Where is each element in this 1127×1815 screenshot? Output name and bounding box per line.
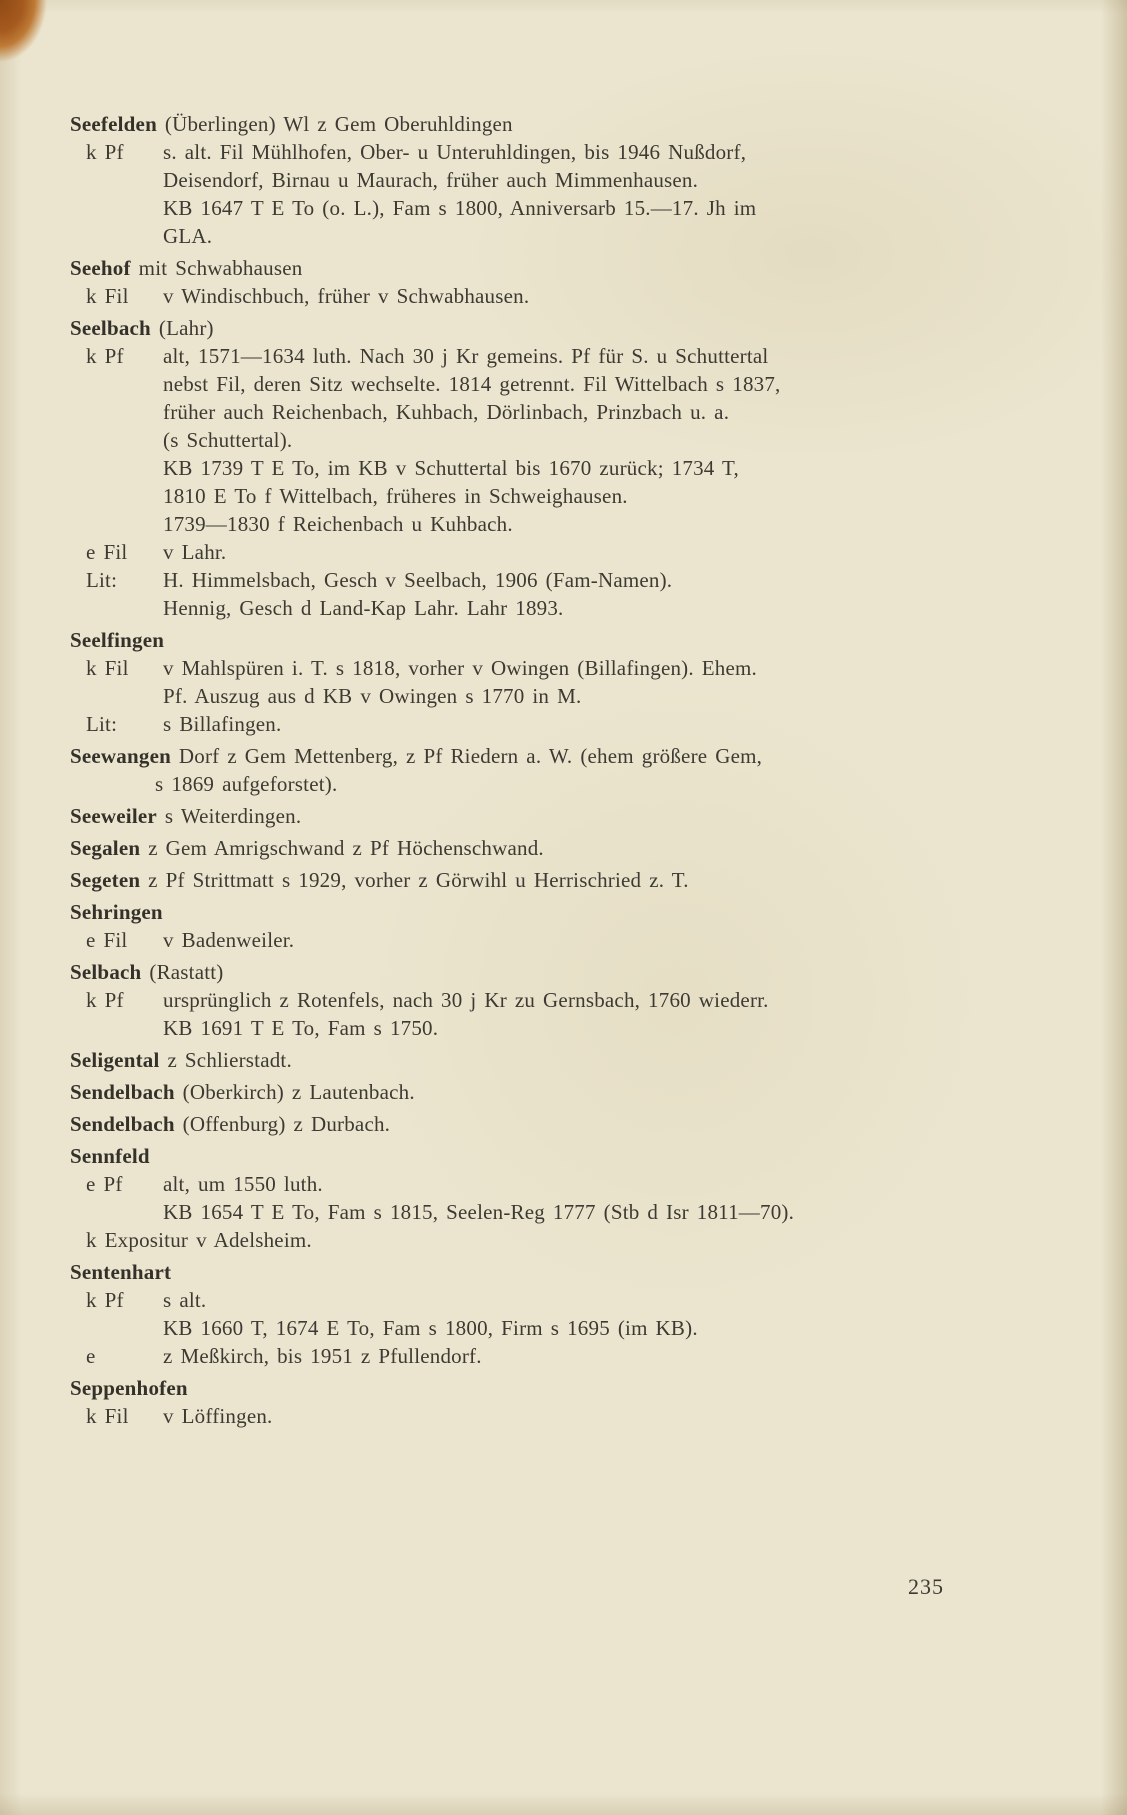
entry xyxy=(70,1374,870,1430)
entry-row xyxy=(70,282,870,310)
row-line: ursprünglich z Rotenfels, nach 30 j Kr zu Gernsbach, 1760 wiederr. xyxy=(163,988,769,1012)
entry-head-rest: mit Schwabhausen xyxy=(138,256,303,280)
entry-head-line xyxy=(70,1046,870,1074)
row-label-text: k Pf xyxy=(86,1288,124,1312)
entry xyxy=(70,834,870,862)
entry-head-rest: z Schlierstadt. xyxy=(167,1048,292,1072)
row-label-text: k Fil xyxy=(86,656,129,680)
row-label xyxy=(70,986,163,1042)
row-label-text: e Fil xyxy=(86,540,128,564)
row-lines xyxy=(163,342,781,538)
row-line: v Löffingen. xyxy=(163,1404,273,1428)
row-line: nebst Fil, deren Sitz wechselte. 1814 getrennt. Fil Wittelbach s 1837, xyxy=(163,372,781,396)
row-label-text: Lit: xyxy=(86,568,118,592)
entry-row xyxy=(70,566,870,622)
row-lines xyxy=(163,1402,273,1430)
entry-row xyxy=(70,1402,870,1430)
entry-row xyxy=(70,1342,870,1370)
row-lines xyxy=(196,1226,312,1254)
corner-stain xyxy=(0,0,62,82)
headword: Seligental xyxy=(70,1048,160,1072)
row-label xyxy=(70,710,163,738)
row-label xyxy=(70,138,163,250)
row-line: s alt. xyxy=(163,1288,207,1312)
entry-head-line xyxy=(70,254,870,282)
entry-row xyxy=(70,342,870,538)
entry-row xyxy=(70,986,870,1042)
row-line: KB 1739 T E To, im KB v Schuttertal bis 1670 zurück; 1734 T, xyxy=(163,456,739,480)
row-line: z Meßkirch, bis 1951 z Pfullendorf. xyxy=(163,1344,482,1368)
row-lines xyxy=(163,710,281,738)
row-label-text: k Pf xyxy=(86,344,124,368)
entry-head-line xyxy=(70,802,870,830)
row-label-text: e Pf xyxy=(86,1172,123,1196)
row-lines xyxy=(163,538,226,566)
row-label-text: e xyxy=(86,1344,96,1368)
entry xyxy=(70,1046,870,1074)
text-block xyxy=(70,110,870,1430)
entry-head-rest: z Pf Strittmatt s 1929, vorher z Görwihl u Herrischried z. T. xyxy=(148,868,689,892)
entry xyxy=(70,866,870,894)
entry-head-rest: (Offenburg) z Durbach. xyxy=(182,1112,391,1136)
entry xyxy=(70,958,870,1042)
row-line: alt, um 1550 luth. xyxy=(163,1172,323,1196)
entry-head-line xyxy=(70,1374,870,1402)
page-number: 235 xyxy=(908,1574,944,1599)
entry-head-rest: (Lahr) xyxy=(158,316,214,340)
row-line: Deisendorf, Birnau u Maurach, früher auch Mimmenhausen. xyxy=(163,168,699,192)
entry-head-line xyxy=(70,898,870,926)
entry-head-rest: (Überlingen) Wl z Gem Oberuhldingen xyxy=(164,112,513,136)
row-line: v Mahlspüren i. T. s 1818, vorher v Owingen (Billafingen). Ehem. xyxy=(163,656,758,680)
entry xyxy=(70,1142,870,1254)
row-line: s Billafingen. xyxy=(163,712,282,736)
row-line: 1739—1830 f Reichenbach u Kuhbach. xyxy=(163,512,513,536)
headword: Sendelbach xyxy=(70,1080,175,1104)
row-label-text: k Fil xyxy=(86,284,129,308)
row-line: KB 1654 T E To, Fam s 1815, Seelen-Reg 1777 (Stb d Isr 1811—70). xyxy=(163,1200,795,1224)
entry xyxy=(70,898,870,954)
row-line: v Adelsheim. xyxy=(196,1228,312,1252)
row-label xyxy=(70,1402,163,1430)
row-lines xyxy=(163,566,672,622)
headword: Sendelbach xyxy=(70,1112,175,1136)
row-line: früher auch Reichenbach, Kuhbach, Dörlinbach, Prinzbach u. a. xyxy=(163,400,730,424)
entry-head-rest: s Weiterdingen. xyxy=(164,804,302,828)
entry-head-rest: z Gem Amrigschwand z Pf Höchenschwand. xyxy=(148,836,544,860)
entry-head-rest: (Rastatt) xyxy=(149,960,224,984)
row-line: (s Schuttertal). xyxy=(163,428,293,452)
entry-head-rest: (Oberkirch) z Lautenbach. xyxy=(182,1080,415,1104)
entry xyxy=(70,742,870,798)
row-line: v Windischbuch, früher v Schwabhausen. xyxy=(163,284,530,308)
entry-row xyxy=(70,710,870,738)
row-label xyxy=(70,1226,196,1254)
entry xyxy=(70,802,870,830)
entry xyxy=(70,254,870,310)
entry-head-line xyxy=(70,1258,870,1286)
row-lines xyxy=(163,138,756,250)
row-lines xyxy=(163,1170,794,1226)
row-line: Hennig, Gesch d Land-Kap Lahr. Lahr 1893. xyxy=(163,596,564,620)
row-lines xyxy=(163,986,769,1042)
entry-row xyxy=(70,1226,870,1254)
row-lines xyxy=(163,926,294,954)
row-line: KB 1660 T, 1674 E To, Fam s 1800, Firm s 1695 (im KB). xyxy=(163,1316,698,1340)
row-line: alt, 1571—1634 luth. Nach 30 j Kr gemeins. Pf für S. u Schuttertal xyxy=(163,344,769,368)
entry-row xyxy=(70,538,870,566)
entry-row xyxy=(70,1286,870,1342)
entry xyxy=(70,1110,870,1138)
headword: Seehof xyxy=(70,256,131,280)
entry-head-line xyxy=(70,834,870,862)
row-lines xyxy=(163,1342,482,1370)
row-label-text: k Pf xyxy=(86,140,124,164)
row-label xyxy=(70,538,163,566)
entry-row xyxy=(70,654,870,710)
row-lines xyxy=(163,654,757,710)
entry-row xyxy=(70,926,870,954)
entry xyxy=(70,626,870,738)
headword: Sennfeld xyxy=(70,1144,150,1168)
headword: Seelfingen xyxy=(70,628,165,652)
headword: Seewangen xyxy=(70,744,171,768)
row-label xyxy=(70,1170,163,1226)
entry-row xyxy=(70,138,870,250)
row-label xyxy=(70,342,163,538)
row-label xyxy=(70,654,163,710)
entry xyxy=(70,1258,870,1370)
row-label xyxy=(70,1286,163,1342)
entry-head-line xyxy=(70,742,870,770)
entry xyxy=(70,1078,870,1106)
row-label xyxy=(70,566,163,622)
row-line: v Lahr. xyxy=(163,540,227,564)
headword: Seefelden xyxy=(70,112,157,136)
headword: Seppenhofen xyxy=(70,1376,188,1400)
row-label xyxy=(70,282,163,310)
row-line: 1810 E To f Wittelbach, früheres in Schweighausen. xyxy=(163,484,628,508)
row-label-text: Lit: xyxy=(86,712,118,736)
row-line: s. alt. Fil Mühlhofen, Ober- u Unteruhldingen, bis 1946 Nußdorf, xyxy=(163,140,747,164)
row-line: v Badenweiler. xyxy=(163,928,295,952)
entry-cont-line: s 1869 aufgeforstet). xyxy=(155,772,338,796)
row-lines xyxy=(163,1286,698,1342)
entry xyxy=(70,110,870,250)
headword: Sentenhart xyxy=(70,1260,172,1284)
entry xyxy=(70,314,870,622)
row-line: KB 1691 T E To, Fam s 1750. xyxy=(163,1016,439,1040)
entry-head-line xyxy=(70,314,870,342)
headword: Sehringen xyxy=(70,900,163,924)
row-label-text: k Fil xyxy=(86,1404,129,1428)
row-lines xyxy=(163,282,529,310)
entry-head-line xyxy=(70,110,870,138)
row-line: H. Himmelsbach, Gesch v Seelbach, 1906 (Fam-Namen). xyxy=(163,568,673,592)
entry-head-line xyxy=(70,1078,870,1106)
headword: Selbach xyxy=(70,960,142,984)
headword: Segalen xyxy=(70,836,141,860)
row-label xyxy=(70,1342,163,1370)
entry-head-line xyxy=(70,1110,870,1138)
headword: Segeten xyxy=(70,868,141,892)
entry-head-line xyxy=(70,866,870,894)
entry-head-line xyxy=(70,958,870,986)
row-label-text: k Expositur xyxy=(86,1228,189,1252)
entry-row xyxy=(70,1170,870,1226)
row-line: Pf. Auszug aus d KB v Owingen s 1770 in M. xyxy=(163,684,582,708)
row-label xyxy=(70,926,163,954)
row-line: KB 1647 T E To (o. L.), Fam s 1800, Anniversarb 15.—17. Jh im xyxy=(163,196,757,220)
row-label-text: k Pf xyxy=(86,988,124,1012)
entry-head-line xyxy=(70,1142,870,1170)
entry-head-line xyxy=(70,626,870,654)
headword: Seelbach xyxy=(70,316,151,340)
row-line: GLA. xyxy=(163,224,213,248)
headword: Seeweiler xyxy=(70,804,157,828)
entry-head-rest: Dorf z Gem Mettenberg, z Pf Riedern a. W. (ehem größere Gem, xyxy=(178,744,763,768)
row-label-text: e Fil xyxy=(86,928,128,952)
